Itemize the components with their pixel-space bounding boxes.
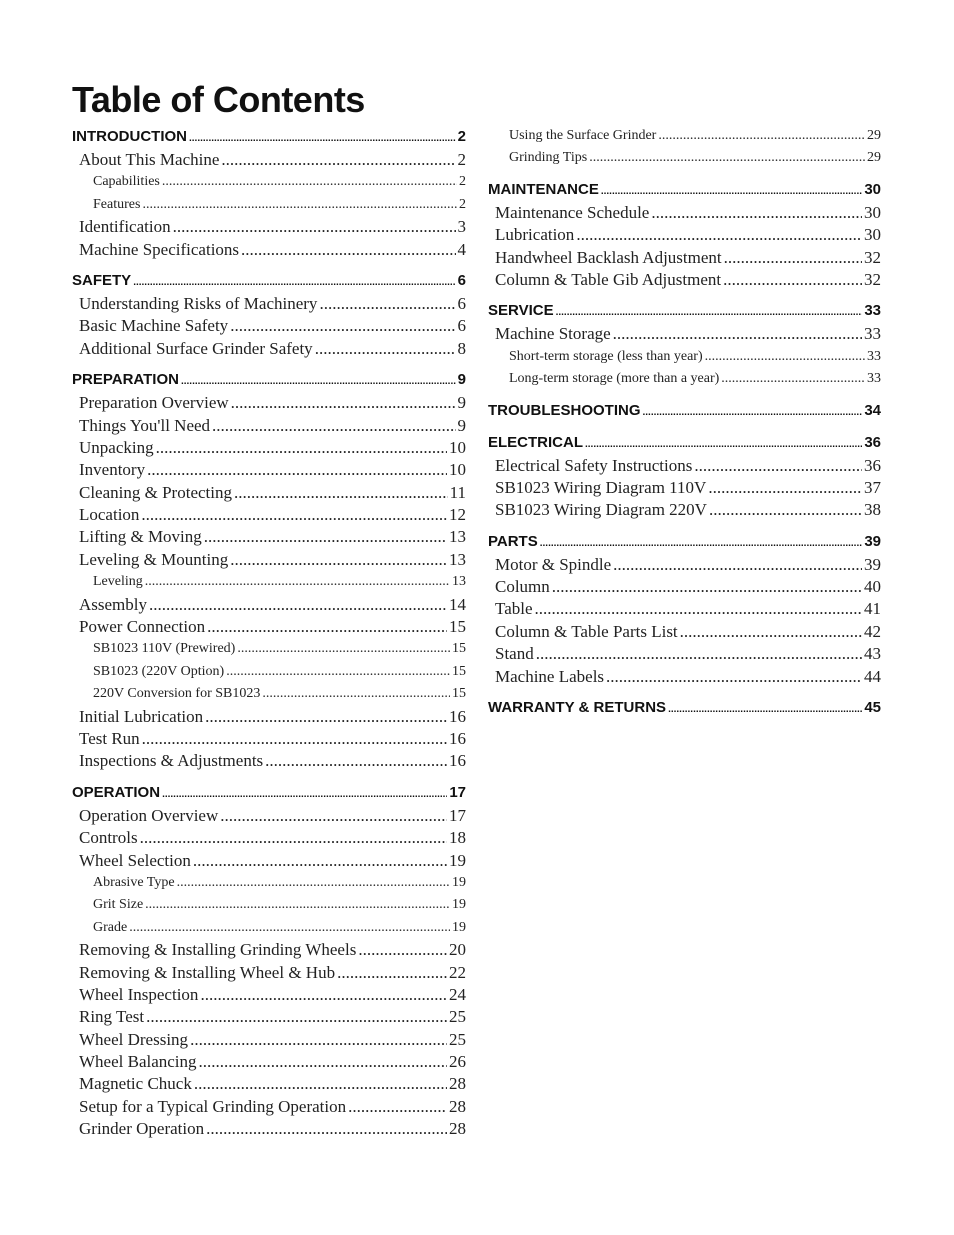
- dot-leader: [142, 194, 457, 216]
- toc-entry-title: Additional Surface Grinder Safety: [79, 338, 313, 358]
- dot-leader: [133, 271, 455, 295]
- toc-entry-title: ELECTRICAL: [488, 433, 583, 451]
- toc-entry-title: Using the Surface Grinder: [509, 128, 657, 143]
- dot-leader: [705, 346, 865, 368]
- toc-entry-title: Power Connection: [79, 617, 206, 637]
- toc-page-number: 19: [452, 897, 466, 913]
- toc-entry[interactable]: [488, 323, 881, 345]
- dot-leader: [199, 1051, 447, 1073]
- toc-entry[interactable]: [488, 202, 881, 224]
- toc-entry-title: Cleaning & Protecting: [79, 482, 232, 502]
- toc-entry[interactable]: [72, 149, 466, 171]
- toc-entry-title: 220V Conversion for SB1023: [93, 686, 261, 702]
- dot-leader: [540, 532, 863, 556]
- toc-entry[interactable]: [72, 1029, 466, 1051]
- toc-page-number: 17: [449, 783, 466, 801]
- toc-entry-title: Removing & Installing Wheel & Hub: [79, 962, 336, 982]
- dot-leader: [358, 939, 447, 961]
- toc-entry-title: SAFETY: [72, 271, 132, 289]
- toc-entry-title: Things You'll Need: [79, 415, 211, 435]
- toc-entry-title: Inventory: [79, 460, 146, 480]
- dot-leader: [319, 293, 455, 315]
- dot-leader: [536, 643, 862, 665]
- toc-page-number: 28: [449, 1096, 466, 1116]
- toc-entry[interactable]: [72, 728, 466, 750]
- toc-entry-title: Long-term storage (more than a year): [509, 371, 720, 387]
- toc-page-number: 18: [449, 828, 466, 848]
- toc-page-number: 8: [457, 338, 466, 358]
- dot-leader: [556, 301, 863, 325]
- toc-page-number: 2: [459, 174, 466, 190]
- toc-entry-title: Grinding Tips: [509, 150, 588, 166]
- toc-page-number: 10: [449, 460, 466, 480]
- dot-leader: [576, 224, 862, 246]
- dot-leader: [212, 415, 455, 437]
- toc-entry[interactable]: [72, 850, 466, 872]
- toc-entry-title: Electrical Safety Instructions: [495, 455, 693, 475]
- toc-page-number: 29: [867, 150, 881, 166]
- toc-page-number: 38: [864, 500, 881, 520]
- toc-entry-title: Handwheel Backlash Adjustment: [495, 247, 722, 267]
- toc-entry-title: PARTS: [488, 532, 538, 550]
- dot-leader: [585, 433, 862, 457]
- dot-leader: [205, 706, 447, 728]
- toc-page-number: 2: [457, 150, 466, 169]
- dot-leader: [206, 1118, 447, 1140]
- dot-leader: [723, 269, 862, 291]
- toc-page-number: 19: [452, 919, 466, 935]
- toc-entry[interactable]: [72, 984, 466, 1006]
- toc-entry[interactable]: [488, 346, 881, 368]
- toc-entry[interactable]: [72, 661, 466, 683]
- toc-page-number: 2: [459, 196, 466, 212]
- toc-page-number: 14: [449, 594, 466, 614]
- toc-entry[interactable]: [72, 706, 466, 728]
- toc-entry-title: Wheel Dressing: [79, 1029, 189, 1049]
- toc-entry[interactable]: [72, 872, 466, 894]
- toc-entry[interactable]: [72, 1006, 466, 1028]
- toc-page-number: 36: [864, 433, 881, 451]
- toc-page-number: 9: [457, 393, 466, 413]
- dot-leader: [613, 323, 862, 345]
- dot-leader: [601, 180, 862, 204]
- toc-entry[interactable]: [72, 1096, 466, 1118]
- toc-entry-title: PREPARATION: [72, 371, 179, 389]
- toc-page-number: 6: [457, 271, 466, 289]
- toc-entry-title: SB1023 Wiring Diagram 220V: [495, 500, 707, 520]
- toc-entry-title: Machine Specifications: [79, 239, 240, 259]
- dot-leader: [181, 370, 456, 394]
- dot-leader: [193, 850, 447, 872]
- dot-leader: [142, 728, 447, 750]
- dot-leader: [589, 147, 865, 169]
- dot-leader: [146, 1006, 447, 1028]
- dot-leader: [535, 598, 862, 620]
- dot-leader: [190, 1029, 447, 1051]
- toc-page-number: 9: [457, 415, 466, 435]
- toc-section-heading[interactable]: [72, 269, 466, 293]
- toc-entry[interactable]: [488, 499, 881, 521]
- toc-entry[interactable]: [72, 392, 466, 414]
- toc-entry-title: Grinder Operation: [79, 1119, 205, 1139]
- toc-page-number: 16: [449, 728, 466, 748]
- toc-entry-title: Ring Test: [79, 1007, 145, 1027]
- toc-page-number: 37: [864, 477, 881, 497]
- toc-entry-title: TROUBLESHOOTING: [488, 401, 641, 419]
- dot-leader: [156, 437, 447, 459]
- toc-entry[interactable]: [72, 504, 466, 526]
- toc-page-number: 43: [864, 644, 881, 664]
- toc-entry[interactable]: [72, 293, 466, 315]
- toc-entry[interactable]: [488, 554, 881, 576]
- toc-entry-title: Stand: [495, 644, 534, 664]
- toc-entry-title: Inspections & Adjustments: [79, 751, 264, 771]
- dot-leader: [177, 872, 450, 894]
- toc-entry[interactable]: [488, 269, 881, 291]
- toc-page-number: 30: [864, 225, 881, 245]
- toc-entry[interactable]: [72, 683, 466, 705]
- dot-leader: [241, 239, 455, 261]
- toc-entry-title: Setup for a Typical Grinding Operation: [79, 1096, 347, 1116]
- toc-entry[interactable]: [72, 526, 466, 548]
- toc-entry-title: OPERATION: [72, 783, 161, 801]
- dot-leader: [173, 216, 456, 238]
- dot-leader: [606, 666, 862, 688]
- toc-page-number: 26: [449, 1052, 466, 1072]
- toc-entry[interactable]: [72, 1118, 466, 1140]
- toc-page-number: 15: [452, 663, 466, 679]
- dot-leader: [129, 917, 450, 939]
- toc-entry-title: Wheel Selection: [79, 850, 191, 870]
- toc-entry-title: Short-term storage (less than year): [509, 348, 703, 364]
- toc-section-heading[interactable]: [488, 696, 881, 720]
- toc-entry-title: Basic Machine Safety: [79, 316, 229, 336]
- toc-entry-title: Maintenance Schedule: [495, 202, 650, 222]
- toc-page-number: 32: [864, 247, 881, 267]
- dot-leader: [162, 171, 457, 193]
- toc-page-number: 45: [864, 699, 881, 717]
- toc-entry-title: Understanding Risks of Machinery: [79, 293, 318, 313]
- toc-page-number: 25: [449, 1007, 466, 1027]
- toc-page-number: 33: [867, 371, 881, 387]
- toc-entry[interactable]: [488, 598, 881, 620]
- toc-page-number: 4: [457, 239, 466, 259]
- toc-page-number: 13: [452, 574, 466, 590]
- dot-leader: [709, 499, 862, 521]
- toc-page-number: 33: [864, 324, 881, 344]
- toc-section-heading[interactable]: [488, 399, 881, 423]
- dot-leader: [162, 783, 447, 807]
- dot-leader: [221, 149, 455, 171]
- dot-leader: [234, 482, 448, 504]
- toc-page-number: 16: [449, 751, 466, 771]
- toc-page-number: 13: [449, 527, 466, 547]
- toc-page-number: 22: [449, 962, 466, 982]
- toc-entry[interactable]: [72, 482, 466, 504]
- toc-page-number: 11: [449, 482, 466, 502]
- toc-entry[interactable]: [72, 315, 466, 337]
- toc-entry-title: Wheel Inspection: [79, 984, 199, 1004]
- dot-leader: [145, 894, 450, 916]
- toc-entry-title: Wheel Balancing: [79, 1052, 197, 1072]
- toc-page-number: 6: [457, 316, 466, 336]
- toc-section-heading[interactable]: [488, 178, 881, 202]
- toc-entry-title: Magnetic Chuck: [79, 1074, 192, 1094]
- toc-entry[interactable]: [72, 939, 466, 961]
- toc-section-heading[interactable]: [488, 530, 881, 554]
- toc-page-number: 30: [864, 180, 881, 198]
- dot-leader: [337, 962, 447, 984]
- dot-leader: [721, 368, 865, 390]
- toc-entry[interactable]: [488, 643, 881, 665]
- toc-entry-title: Grit Size: [93, 897, 144, 913]
- toc-page-number: 28: [449, 1074, 466, 1094]
- toc-entry[interactable]: [72, 616, 466, 638]
- toc-entry[interactable]: [72, 415, 466, 437]
- toc-entry[interactable]: [488, 455, 881, 477]
- toc-entry-title: Leveling: [93, 574, 143, 590]
- toc-entry-title: Machine Labels: [495, 666, 605, 686]
- toc-entry-title: Grade: [93, 919, 128, 935]
- toc-section-heading[interactable]: [72, 368, 466, 392]
- dot-leader: [207, 616, 447, 638]
- toc-section-heading[interactable]: [72, 125, 466, 149]
- toc-page-number: 39: [864, 532, 881, 550]
- toc-left-column: [72, 125, 466, 1141]
- toc-entry-title: WARRANTY & RETURNS: [488, 699, 667, 717]
- toc-page-number: 24: [449, 984, 466, 1004]
- dot-leader: [668, 698, 862, 722]
- toc-entry[interactable]: [72, 171, 466, 193]
- dot-leader: [141, 504, 447, 526]
- page-title: Table of Contents: [72, 79, 365, 120]
- dot-leader: [149, 594, 447, 616]
- toc-entry-title: SERVICE: [488, 302, 554, 320]
- dot-leader: [265, 750, 447, 772]
- dot-leader: [651, 202, 862, 224]
- dot-leader: [194, 1073, 447, 1095]
- dot-leader: [145, 571, 450, 593]
- toc-entry[interactable]: [72, 962, 466, 984]
- toc-entry-title: Controls: [79, 828, 138, 848]
- dot-leader: [140, 827, 447, 849]
- toc-entry[interactable]: [488, 125, 881, 147]
- toc-entry[interactable]: [488, 576, 881, 598]
- toc-entry[interactable]: [488, 477, 881, 499]
- toc-section-heading[interactable]: [488, 299, 881, 323]
- toc-entry-title: Removing & Installing Grinding Wheels: [79, 940, 357, 960]
- dot-leader: [315, 338, 456, 360]
- dot-leader: [724, 247, 862, 269]
- toc-entry[interactable]: [72, 750, 466, 772]
- toc-page-number: 30: [864, 202, 881, 222]
- toc-entry-title: Identification: [79, 217, 171, 237]
- toc-entry[interactable]: [72, 338, 466, 360]
- dot-leader: [230, 549, 447, 571]
- toc-entry-title: Location: [79, 505, 140, 525]
- toc-page-number: 9: [457, 371, 466, 389]
- toc-page-number: 19: [452, 874, 466, 890]
- dot-leader: [680, 621, 862, 643]
- toc-entry-title: MAINTENANCE: [488, 180, 599, 198]
- dot-leader: [237, 638, 450, 660]
- toc-entry-title: SB1023 110V (Prewired): [93, 641, 236, 657]
- toc-entry[interactable]: [72, 917, 466, 939]
- toc-section-heading[interactable]: [72, 781, 466, 805]
- dot-leader: [658, 125, 865, 147]
- toc-entry[interactable]: [72, 894, 466, 916]
- toc-page-number: 15: [452, 686, 466, 702]
- toc-page-number: 39: [864, 554, 881, 574]
- toc-entry[interactable]: [72, 1051, 466, 1073]
- dot-leader: [204, 526, 447, 548]
- toc-page-number: 33: [867, 348, 881, 364]
- toc-entry[interactable]: [488, 666, 881, 688]
- toc-page-number: 41: [864, 599, 881, 619]
- toc-right-column: [488, 125, 881, 720]
- toc-entry-title: Abrasive Type: [93, 874, 175, 890]
- toc-page-number: 40: [864, 577, 881, 597]
- toc-entry-title: About This Machine: [79, 150, 220, 169]
- toc-page-number: 3: [457, 217, 466, 237]
- toc-page-number: 10: [449, 437, 466, 457]
- toc-page-number: 42: [864, 621, 881, 641]
- dot-leader: [200, 984, 447, 1006]
- toc-entry[interactable]: [72, 1073, 466, 1095]
- toc-entry[interactable]: [488, 224, 881, 246]
- toc-entry-title: Lifting & Moving: [79, 527, 202, 547]
- toc-entry[interactable]: [72, 437, 466, 459]
- toc-entry-title: Machine Storage: [495, 324, 611, 344]
- dot-leader: [262, 683, 450, 705]
- toc-entry-title: Leveling & Mounting: [79, 549, 229, 569]
- toc-page-number: 12: [449, 505, 466, 525]
- toc-entry-title: Preparation Overview: [79, 393, 229, 413]
- toc-entry[interactable]: [488, 368, 881, 390]
- toc-entry[interactable]: [72, 549, 466, 571]
- toc-entry[interactable]: [72, 194, 466, 216]
- toc-entry-title: SB1023 (220V Option): [93, 663, 225, 679]
- toc-page-number: 32: [864, 269, 881, 289]
- dot-leader: [694, 455, 862, 477]
- toc-entry[interactable]: [72, 216, 466, 238]
- dot-leader: [147, 459, 447, 481]
- toc-entry-title: INTRODUCTION: [72, 128, 187, 145]
- toc-entry[interactable]: [72, 571, 466, 593]
- toc-page-number: 44: [864, 666, 881, 686]
- toc-entry-title: Motor & Spindle: [495, 554, 612, 574]
- toc-entry[interactable]: [488, 147, 881, 169]
- dot-leader: [220, 805, 447, 827]
- toc-entry-title: Column & Table Gib Adjustment: [495, 269, 722, 289]
- dot-leader: [348, 1096, 447, 1118]
- toc-entry-title: SB1023 Wiring Diagram 110V: [495, 477, 707, 497]
- dot-leader: [643, 401, 863, 425]
- dot-leader: [708, 477, 862, 499]
- toc-entry-title: Table: [495, 599, 533, 619]
- toc-page-number: 20: [449, 940, 466, 960]
- dot-leader: [231, 392, 456, 414]
- toc-entry[interactable]: [72, 239, 466, 261]
- dot-leader: [230, 315, 455, 337]
- toc-page-number: 29: [867, 128, 881, 143]
- toc-page-number: 28: [449, 1119, 466, 1139]
- toc-page-number: 2: [457, 128, 466, 145]
- dot-leader: [613, 554, 862, 576]
- dot-leader: [226, 661, 450, 683]
- toc-entry-title: Lubrication: [495, 225, 575, 245]
- toc-page-number: 6: [457, 293, 466, 313]
- toc-entry-title: Operation Overview: [79, 805, 219, 825]
- toc-entry-title: Test Run: [79, 728, 140, 748]
- toc-entry[interactable]: [72, 638, 466, 660]
- toc-entry[interactable]: [72, 594, 466, 616]
- dot-leader: [552, 576, 862, 598]
- toc-entry-title: Capabilities: [93, 174, 160, 190]
- toc-page-number: 16: [449, 706, 466, 726]
- toc-entry[interactable]: [72, 805, 466, 827]
- toc-section-heading[interactable]: [488, 431, 881, 455]
- toc-page-number: 15: [452, 641, 466, 657]
- toc-entry-title: Column & Table Parts List: [495, 621, 678, 641]
- toc-page-number: 33: [864, 302, 881, 320]
- toc-entry[interactable]: [72, 827, 466, 849]
- toc-entry-title: Unpacking: [79, 437, 154, 457]
- toc-page-number: 13: [449, 549, 466, 569]
- toc-page-number: 36: [864, 455, 881, 475]
- toc-entry-title: Column: [495, 577, 550, 597]
- toc-entry[interactable]: [488, 621, 881, 643]
- toc-page-number: 15: [449, 617, 466, 637]
- toc-page-number: 19: [449, 850, 466, 870]
- toc-entry-title: Assembly: [79, 594, 147, 614]
- toc-entry-title: Features: [93, 196, 141, 212]
- dot-leader: [189, 127, 456, 151]
- toc-entry[interactable]: [488, 247, 881, 269]
- toc-page-number: 17: [449, 805, 466, 825]
- toc-page-number: 34: [864, 401, 881, 419]
- toc-entry[interactable]: [72, 459, 466, 481]
- toc-page-number: 25: [449, 1029, 466, 1049]
- toc-entry-title: Initial Lubrication: [79, 706, 204, 726]
